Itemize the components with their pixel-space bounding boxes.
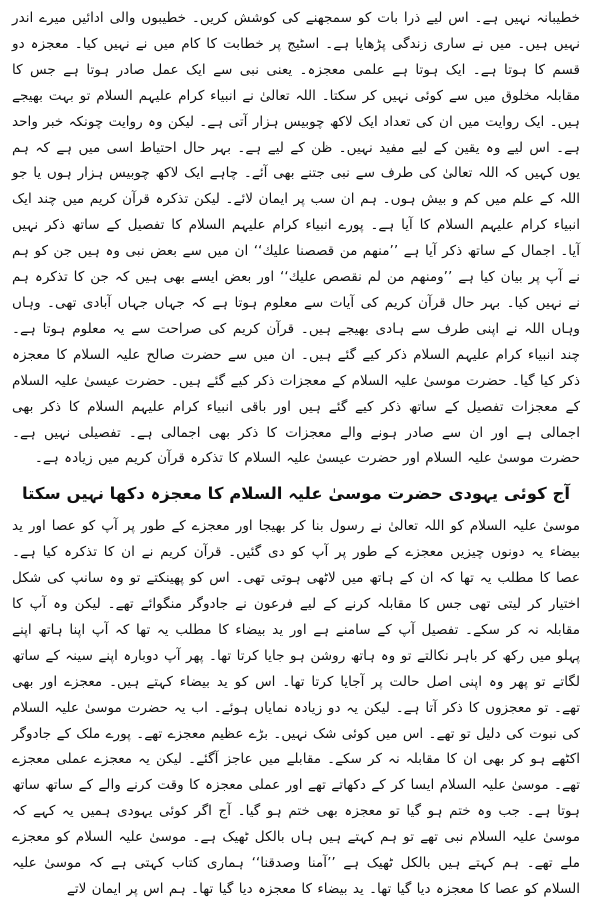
section-heading: آج کوئی یہودی حضرت موسیٰ علیہ السلام کا معجزہ دکھا نہیں سکتا [21,484,570,504]
body-paragraph-1: خطیبانہ نہیں ہے۔ اس لیے ذرا بات کو سمجھنے کی کوشش کریں۔ خطیبوں والی ادائیں میرے اندر نہیں ہیں۔ میں نے ساری زندگی پڑھایا ہے۔ اسٹیج پر خطابت کا کام میں نے نہیں کیا۔ معجزہ دو قسم کا ہوتا ہے۔ ایک ہوتا ہے علمی معجزہ۔ یعنی نبی سے ایک عمل صادر ہوتا ہے جس کا مقابلہ مخلوق میں سے کوئی نہیں کر سکتا۔ اللہ تعالیٰ نے انبیاء کرام علیہم السلام تو بہت بھیجے ہیں۔ ایک روایت میں ان کی تعداد ایک لاکھ چوبیس ہزار آتی ہے۔ لیکن وہ روایت چونکہ خبر واحد ہے۔ اس لیے وہ یقین کے لیے مفید نہیں۔ ظن کے لیے ہے۔ بہر حال احتیاط اسی میں ہے کہ ہم یوں کہیں کہ اللہ تعالیٰ کی طرف سے نبی جتنے بھی آئے۔ چاہے ایک لاکھ چوبیس ہزار ہوں یا جو اللہ کے علم میں کم و بیش ہوں۔ ہم ان سب پر ایمان لائے۔ لیکن تذکرہ قرآن کریم میں چند ایک انبیاء کرام علیہم السلام کا آیا ہے۔ پورے انبیاء کرام علیہم السلام کا تفصیل کے ساتھ ذکر نہیں آیا۔ اجمال کے ساتھ ذکر آیا ہے ’’منهم من قصصنا عليك‘‘ ان میں سے بعض نبی وہ ہیں جن کو ہم نے آپ پر بیان کیا ہے ’’ومنهم من لم نقصص عليك‘‘ اور بعض ایسے بھی ہیں کہ جن کا تذکرہ ہم نے نہیں کیا۔ بہر حال قرآن کریم کی آیات سے معلوم ہوتا ہے کہ جہاں جہاں آبادی تھی۔ وہاں وہاں اللہ نے اپنی طرف سے ہادی بھیجے ہیں۔ قرآن کریم کی صراحت سے یہ معلوم ہوتا ہے۔ چند انبیاء کرام علیہم السلام ذکر کیے گئے ہیں۔ ان میں سے حضرت صالح علیہ السلام کا معجزہ ذکر کیا گیا۔ حضرت موسیٰ علیہ السلام کے معجزات ذکر کیے گئے ہیں۔ حضرت عیسیٰ علیہ السلام کے معجزات تفصیل کے ساتھ ذکر کیے گئے ہیں اور باقی انبیاء کرام علیہم السلام کا ذکر بھی اجمالی ہے اور ان سے صادر ہونے والے معجزات کا ذکر بھی اجمالی ہے۔ تفصیلی نہیں ہے۔ حضرت موسیٰ علیہ السلام اور حضرت عیسیٰ علیہ السلام کا تذکرہ قرآن کریم میں زیادہ ہے۔ [12,10,580,467]
body-paragraph-2: موسیٰ علیہ السلام کو اللہ تعالیٰ نے رسول بنا کر بھیجا اور معجزے کے طور پر آپ کو عصا اور ید بیضاء یہ دونوں چیزیں معجزے کے طور پر آپ کو دی گئیں۔ قرآن کریم نے ان کا تذکرہ کیا ہے۔ عصا کا مطلب یہ تھا کہ ان کے ہاتھ میں لاٹھی ہوتی تھی۔ اس کو پھینکتے تو وہ سانپ کی شکل اختیار کر لیتی تھی جس کا مقابلہ کرنے کے لیے فرعون نے جادوگر منگوائے تھے۔ لیکن وہ آپ کا مقابلہ نہ کر سکے۔ تفصیل آپ کے سامنے ہے اور ید بیضاء کا مطلب یہ تھا کہ آپ اپنا ہاتھ اپنے پہلو میں رکھ کر باہر نکالتے تو وہ ہاتھ روشن ہو جایا کرتا تھا۔ پھر آپ دوبارہ اپنے سینہ کے ساتھ لگاتے تو پھر وہ اپنی اصل حالت پر آجایا کرتا تھا۔ اس کو ید بیضاء کہتے ہیں۔ معجزے اور بھی تھے۔ تو معجزوں کا ذکر آتا ہے۔ لیکن یہ دو زیادہ نمایاں ہوئے۔ اب یہ حضرت موسیٰ علیہ السلام کی نبوت کی دلیل تو تھے۔ اس میں کوئی شک نہیں۔ بڑے عظیم معجزے تھے۔ پورے ملک کے جادوگر اکٹھے ہو کر بھی ان کا مقابلہ نہ کر سکے۔ مقابلے میں عاجز آگئے۔ لیکن یہ معجزے عملی معجزے تھے۔ موسیٰ علیہ السلام ایسا کر کے دکھاتے تھے اور عملی معجزہ کا وقت کرنے والے کے ساتھ ساتھ ہوتا ہے۔ جب وہ ختم ہو گیا تو معجزہ بھی ختم ہو گیا۔ آج اگر کوئی یہودی ہمیں یہ کہے کہ موسیٰ علیہ السلام نبی تھے تو ہم کہتے ہیں ہاں بالکل ٹھیک ہے۔ موسیٰ علیہ السلام کو معجزے ملے تھے۔ ہم کہتے ہیں بالکل ٹھیک ہے ’’آمنا وصدقنا‘‘ ہماری کتاب کہتی ہے کہ موسیٰ علیہ السلام کو عصا کا معجزہ دیا گیا تھا۔ ید بیضاء کا معجزہ دیا گیا تھا۔ ہم اس پر ایمان لاتے [12,518,580,897]
